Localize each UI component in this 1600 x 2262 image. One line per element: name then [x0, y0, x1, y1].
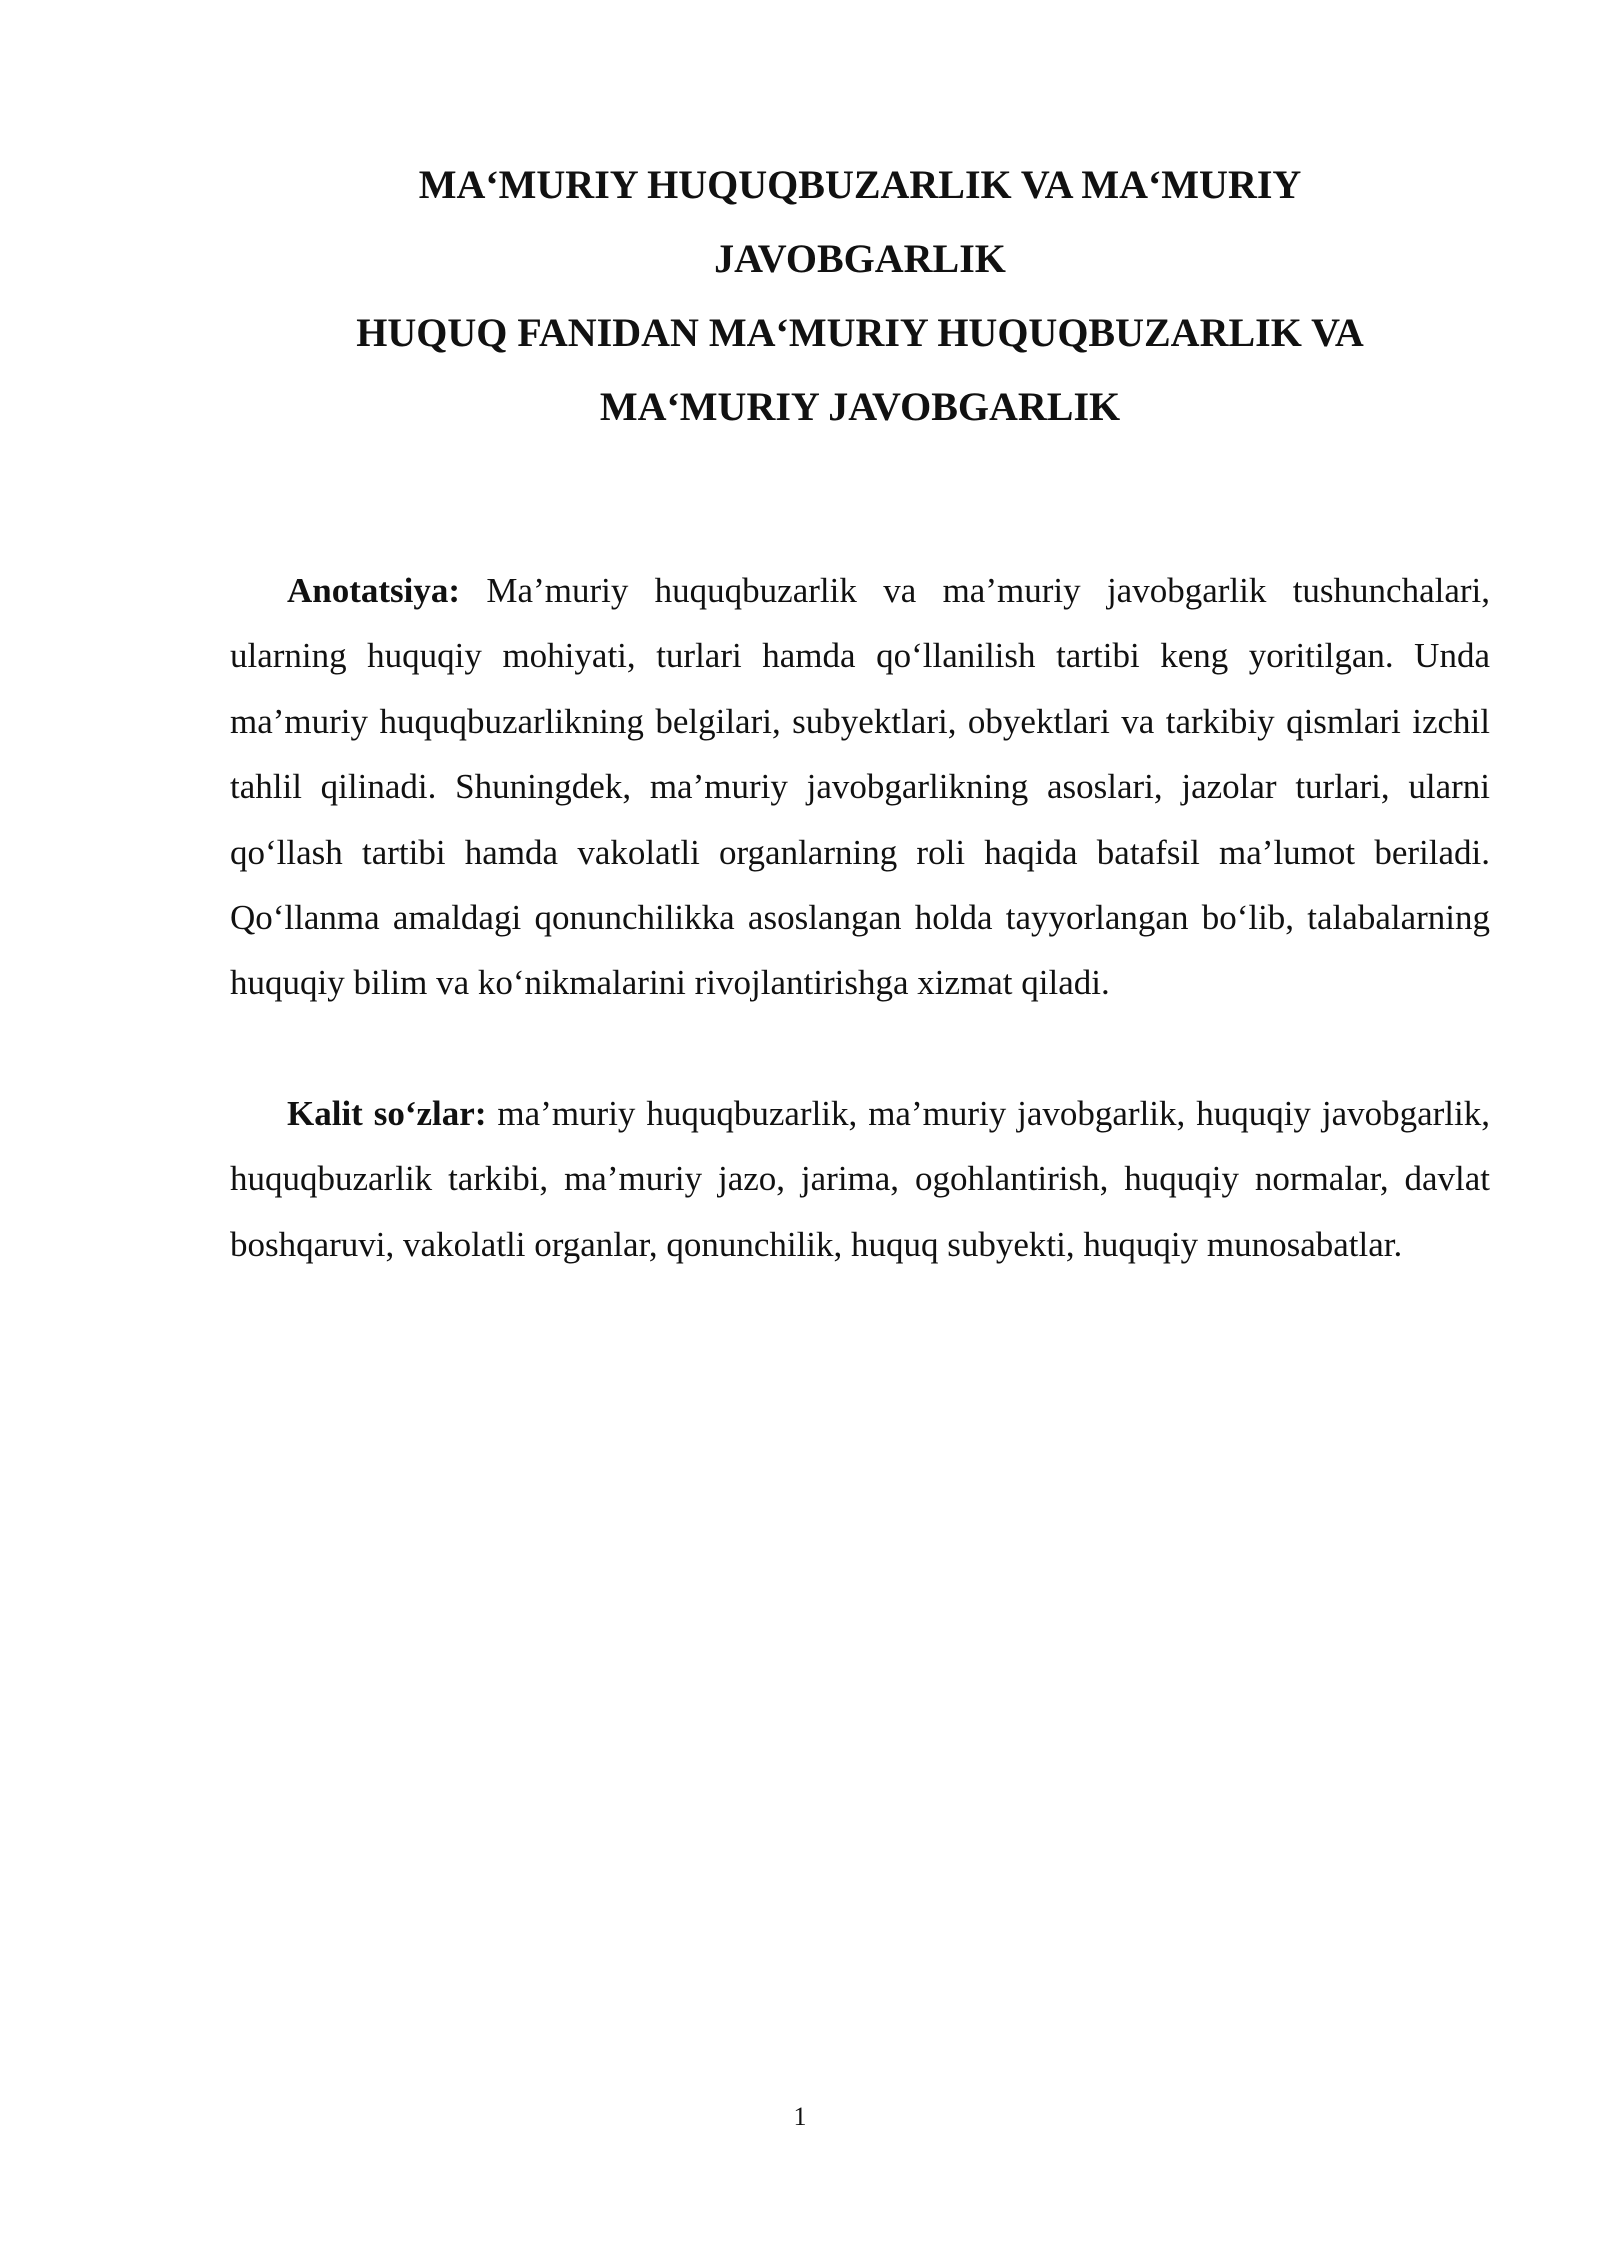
keywords-label: Kalit so‘zlar: — [287, 1094, 487, 1133]
title-line-2: JAVOBGARLIK — [714, 236, 1006, 281]
page-number: 1 — [793, 2102, 807, 2131]
annotation-label: Anotatsiya: — [287, 571, 461, 610]
keywords-paragraph — [230, 1081, 1490, 1277]
annotation-text: Ma’muriy huquqbuzarlik va ma’muriy javobgarlik tushunchalari, ularning huquqiy mohiyati, turlari hamda qo‘llanilish tartibi keng yoritilgan. Unda ma’muriy huquqbuzarlikning belgilari, subyektlari, obyektlari va tarkibiy qismlari izchil tahlil qilinadi. Shuningdek, ma’muriy javobgarlikning asoslari, jazolar turlari, ularni qo‘llash tartibi hamda vakolatli organlarning roli haqida batafsil ma’lumot beriladi. Qo‘llanma amaldagi qonunchilikka asoslangan holda tayyorlangan bo‘lib, talabalarning huquqiy bilim va ko‘nikmalarini rivojlantirishga xizmat qiladi. — [230, 571, 1490, 1003]
annotation-paragraph — [230, 558, 1490, 1016]
title-line-1: MA‘MURIY HUQUQBUZARLIK VA MA‘MURIY — [418, 162, 1302, 207]
document-title — [230, 148, 1490, 444]
keywords-text: ma’muriy huquqbuzarlik, ma’muriy javobgarlik, huquqiy javobgarlik, huquqbuzarlik tarkibi, ma’muriy jazo, jarima, ogohlantirish, huquqiy normalar, davlat boshqaruvi, vakolatli organlar, qonunchilik, huquq subyekti, huquqiy munosabatlar. — [230, 1094, 1490, 1264]
title-line-3: HUQUQ FANIDAN MA‘MURIY HUQUQBUZARLIK VA — [356, 310, 1364, 355]
title-line-4: MA‘MURIY JAVOBGARLIK — [599, 384, 1121, 429]
